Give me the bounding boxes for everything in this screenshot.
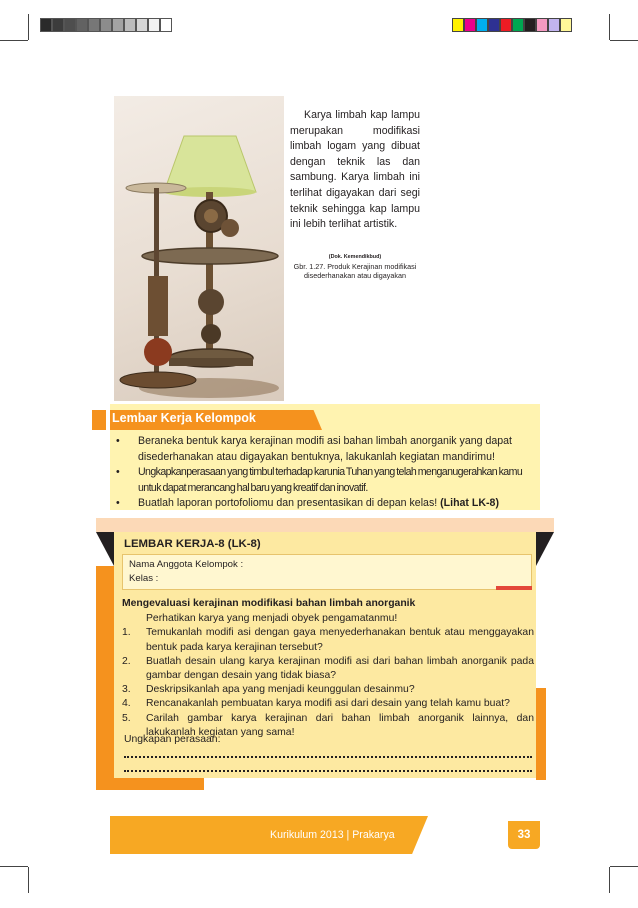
- crop-mark: [610, 40, 638, 41]
- gray-swatch: [64, 18, 76, 32]
- bullet-dot: •: [116, 435, 120, 447]
- grayscale-color-bar: [40, 18, 172, 32]
- step-text: Deskripsikanlah apa yang menjadi keunggulan desainmu?: [146, 684, 415, 696]
- lk8-step: [122, 697, 534, 711]
- metal-lamp-illustration: [114, 96, 284, 401]
- lk8-title: LEMBAR KERJA-8 (LK-8): [124, 538, 261, 550]
- lk8-step: [122, 626, 534, 654]
- color-swatch: [500, 18, 512, 32]
- lk8-intro: Perhatikan karya yang menjadi obyek pengamatanmu!: [146, 613, 398, 625]
- lk8-left-wing: [96, 532, 114, 566]
- bullet-text: Buatlah laporan portofoliomu dan presentasikan di depan kelas!: [138, 497, 441, 510]
- lk8-step-list: [122, 626, 534, 740]
- bullet-dot: •: [116, 497, 120, 510]
- cmyk-color-bar: [452, 18, 572, 32]
- step-text: Buatlah desain ulang karya kerajinan modifi asi dari bahan limbah anorganik pada gambar dengan desain yang tidak biasa?: [146, 655, 534, 682]
- gray-swatch: [112, 18, 124, 32]
- bullet-dot: •: [116, 466, 120, 479]
- crop-mark: [0, 866, 28, 867]
- page-number: 33: [508, 821, 540, 849]
- crop-mark: [609, 867, 610, 893]
- bullet-item: [114, 465, 536, 496]
- crop-mark: [28, 867, 29, 893]
- color-swatch: [476, 18, 488, 32]
- answer-line: [124, 770, 532, 772]
- lk8-heading: Mengevaluasi kerajinan modifikasi bahan limbah anorganik: [122, 598, 416, 609]
- color-swatch: [524, 18, 536, 32]
- lk8-step: [122, 683, 534, 697]
- gray-swatch: [148, 18, 160, 32]
- lk8-bottom-accent: [96, 778, 204, 790]
- group-tab-stripe: [92, 410, 106, 430]
- color-swatch: [560, 18, 572, 32]
- answer-line: [124, 756, 532, 758]
- lamp-product-photo: [114, 96, 284, 401]
- gray-swatch: [100, 18, 112, 32]
- color-swatch: [464, 18, 476, 32]
- lk8-right-accent: [536, 688, 546, 780]
- step-text: Rencanakanlah pembuatan karya modifi asi dari desain yang telah kamu buat?: [146, 698, 510, 710]
- photo-caption: [290, 108, 420, 233]
- step-number: 5.: [122, 712, 131, 724]
- gray-swatch: [88, 18, 100, 32]
- color-swatch: [512, 18, 524, 32]
- lk8-reference: (Lihat LK-8): [440, 497, 499, 510]
- step-text: Temukanlah modifi asi dengan gaya menyederhanakan bentuk atau menggayakan bentuk pada karya kerajinan tersebut?: [146, 627, 534, 653]
- color-swatch: [488, 18, 500, 32]
- crop-mark: [609, 14, 610, 40]
- group-worksheet-title: Lembar Kerja Kelompok: [112, 411, 256, 425]
- crop-mark: [610, 866, 638, 867]
- bullet-text: Ungkapkanperasaan yang timbul terhadap karunia Tuhan yang telah menganugerahkan kamu untuk dapat merancang hal baru yang kreatif dan inovatif.: [138, 466, 523, 494]
- gray-swatch: [136, 18, 148, 32]
- lk8-identity-fields: [122, 554, 532, 590]
- step-number: 4.: [122, 698, 131, 710]
- gray-swatch: [40, 18, 52, 32]
- gray-swatch: [124, 18, 136, 32]
- lk8-fields-accent: [496, 586, 532, 590]
- footer-book-title: Kurikulum 2013 | Prakarya: [270, 829, 395, 841]
- step-number: 2.: [122, 655, 131, 667]
- lk8-step: [122, 655, 534, 683]
- step-number: 1.: [122, 627, 131, 639]
- group-worksheet-bullets: [114, 434, 536, 512]
- color-swatch: [536, 18, 548, 32]
- bullet-item: [114, 434, 536, 465]
- lk8-right-wing: [536, 532, 554, 566]
- gray-swatch: [76, 18, 88, 32]
- gray-swatch: [160, 18, 172, 32]
- figure-label: Gbr. 1.27. Produk Kerajinan modifikasi disederhanakan atau digayakan: [293, 262, 417, 280]
- group-members-field: Nama Anggota Kelompok :: [129, 559, 244, 570]
- class-field: Kelas :: [129, 573, 159, 584]
- caption-text: Karya limbah kap lampu merupakan modifikasi limbah logam yang dibuat dengan teknik las dan sambung. Karya limbah ini terlihat digayakan dari segi teknik sehingga kap lampu ini lebih terlihat artistik.: [290, 109, 420, 231]
- lk8-left-accent: [96, 566, 114, 790]
- crop-mark: [0, 40, 28, 41]
- photo-source: (Dok. Kemendikbud): [328, 254, 382, 260]
- lk8-instructions: [122, 597, 534, 740]
- color-swatch: [452, 18, 464, 32]
- bullet-text: Beraneka bentuk karya kerajinan modifi asi bahan limbah anorganik yang dapat disederhanakan atau digayakan bentuknya, lakukanlah kegiatan mandirimu!: [138, 435, 512, 463]
- color-swatch: [548, 18, 560, 32]
- step-number: 3.: [122, 684, 131, 696]
- crop-mark: [28, 14, 29, 40]
- bullet-item: [114, 496, 536, 512]
- gray-swatch: [52, 18, 64, 32]
- step-text: Carilah gambar karya kerajinan dari bahan limbah anorganik lainnya, dan lakukanlah kegiatan yang sama!: [146, 712, 534, 738]
- feelings-label: Ungkapan perasaan:: [124, 734, 221, 745]
- lk8-header-strip: [96, 518, 554, 532]
